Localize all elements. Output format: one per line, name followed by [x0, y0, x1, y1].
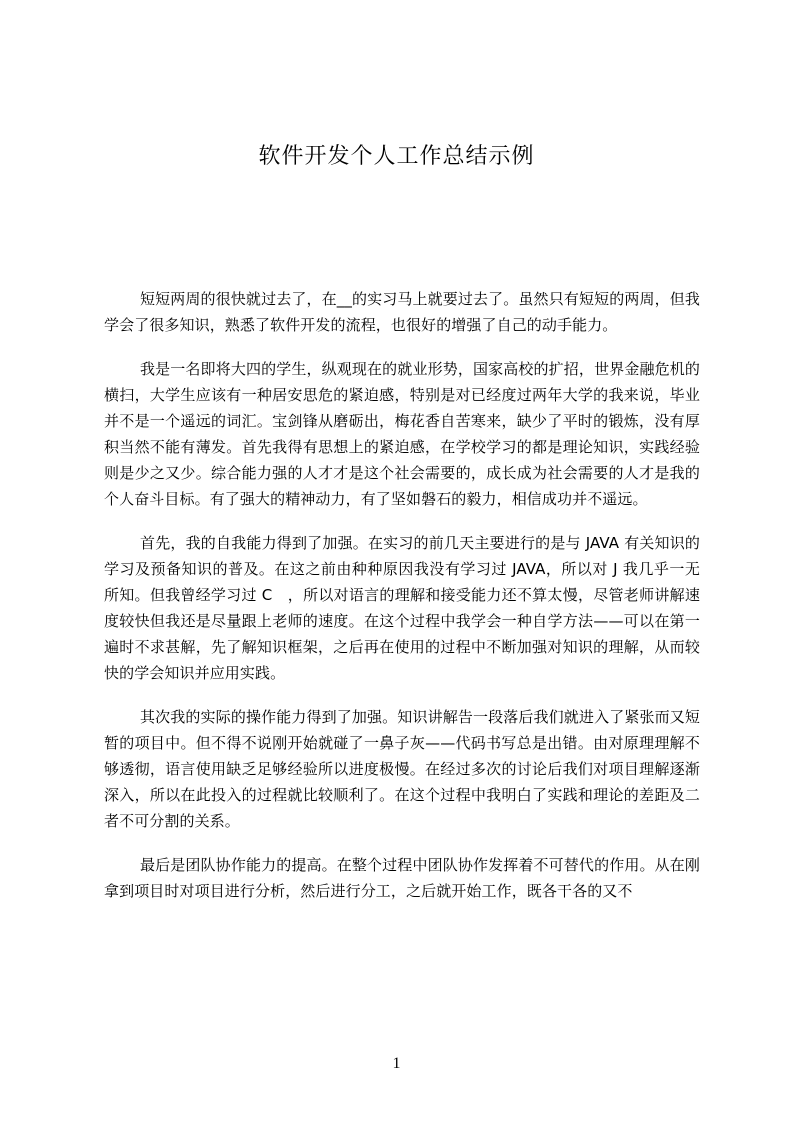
- paragraph-practical-ability: 其次我的实际的操作能力得到了加强。知识讲解告一段落后我们就进入了紧张而又短暂的项目中。但不得不说刚开始就碰了一鼻子灰——代码书写总是出错。由对原理理解不够透彻，语言使用缺乏足够经验所以进度极慢。在经过多次的讨论后我们对项目理解逐渐深入，所以在此投入的过程就比较顺利了。在这个过程中我明白了实践和理论的差距及二者不可分割的关系。: [104, 708, 700, 830]
- document-body: [104, 286, 700, 922]
- paragraph-intro: 短短两周的很快就过去了，在__的实习马上就要过去了。虽然只有短短的两周，但我学会了很多知识，熟悉了软件开发的流程，也很好的增强了自己的动手能力。: [104, 290, 700, 334]
- document-title: 软件开发个人工作总结示例: [258, 144, 535, 169]
- paragraph-background: 我是一名即将大四的学生，纵观现在的就业形势，国家高校的扩招，世界金融危机的横扫，大学生应该有一种居安思危的紧迫感，特别是对已经度过两年大学的我来说，毕业并不是一个遥远的词汇。宝剑锋从磨砺出，梅花香自苦寒来，缺少了平时的锻炼，没有厚积当然不能有薄发。首先我得有思想上的紧迫感，在学校学习的都是理论知识，实践经验则是少之又少。综合能力强的人才才是这个社会需要的，成长成为社会需要的人才是我的个人奋斗目标。有了强大的精神动力，有了坚如磐石的毅力，相信成功并不遥远。: [104, 360, 700, 508]
- page-number: 1: [392, 1055, 401, 1072]
- paragraph-teamwork: 最后是团队协作能力的提高。在整个过程中团队协作发挥着不可替代的作用。从在刚拿到项目时对项目进行分析，然后进行分工，之后就开始工作，既各干各的又不: [104, 856, 700, 900]
- paragraph-self-ability: 首先，我的自我能力得到了加强。在实习的前几天主要进行的是与 JAVA 有关知识的学习及预备知识的普及。在这之前由种种原因我没有学习过 JAVA，所以对 J 我几乎一无所知。但我曾经学习过 C ，所以对语言的理解和接受能力还不算太慢，尽管老师讲解速度较快但我还是尽量跟上老师的速度。在这个过程中我学会一种自学方法——可以在第一遍时不求甚解，先了解知识框架，之后再在使用的过程中不断加强对知识的理解，从而较快的学会知识并应用实践。: [104, 534, 700, 682]
